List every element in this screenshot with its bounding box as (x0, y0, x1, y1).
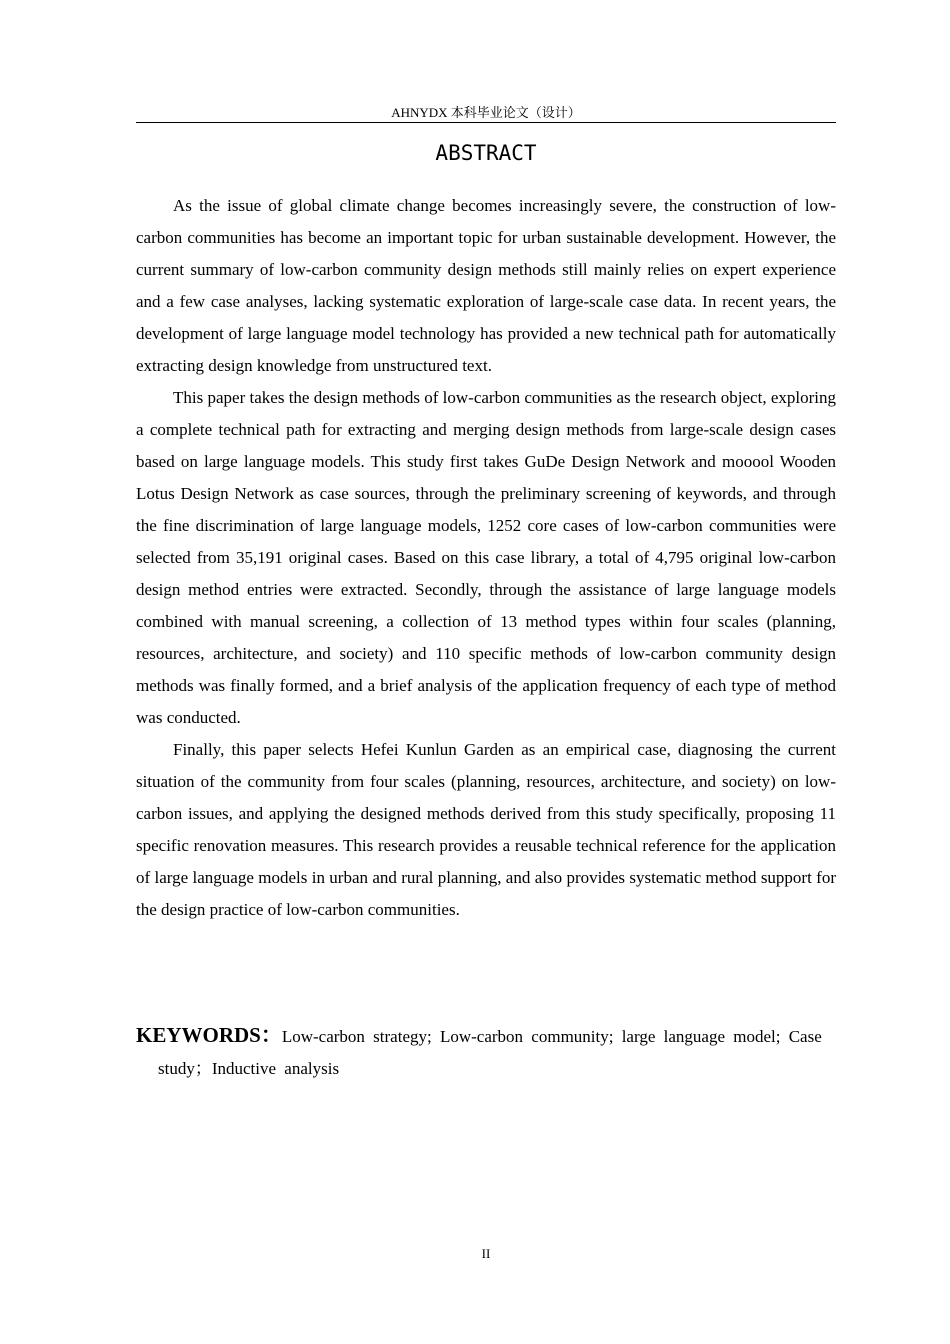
page-header: AHNYDX 本科毕业论文（设计） (136, 103, 836, 123)
abstract-paragraph-3: Finally, this paper selects Hefei Kunlun Garden as an empirical case, diagnosing the current situation of the community from four scales (planning, resources, architecture, and society) on low-carbon issues, and applying the designed methods derived from this study specifically, proposing 11 specific renovation measures. This research provides a reusable technical reference for the application of large language models in urban and rural planning, and also provides systematic method support for the design practice of low-carbon communities. (136, 740, 836, 919)
abstract-paragraph-1: As the issue of global climate change becomes increasingly severe, the construction of low-carbon communities has become an important topic for urban sustainable development. However, the current summary of low-carbon community design methods still mainly relies on expert experience and a few case analyses, lacking systematic exploration of large-scale case data. In recent years, the development of large language model technology has provided a new technical path for automatically extracting design knowledge from unstructured text. (136, 196, 836, 375)
page-number: II (481, 1246, 491, 1261)
keywords-text: Low-carbon strategy; Low-carbon community; large language model; Case study；Inductive analysis (158, 1027, 822, 1078)
abstract-paragraph-2: This paper takes the design methods of low-carbon communities as the research object, exploring a complete technical path for extracting and merging design methods from large-scale design cases based on large language models. This study first takes GuDe Design Network and mooool Wooden Lotus Design Network as case sources, through the preliminary screening of keywords, and through the fine discrimination of large language models, 1252 core cases of low-carbon communities were selected from 35,191 original cases. Based on this case library, a total of 4,795 original low-carbon design method entries were extracted. Secondly, through the assistance of large language models combined with manual screening, a collection of 13 method types within four scales (planning, resources, architecture, and society) and 110 specific methods of low-carbon community design methods was finally formed, and a brief analysis of the application frequency of each type of method was conducted. (136, 388, 836, 727)
abstract-title: ABSTRACT (435, 141, 537, 165)
keywords-label: KEYWORDS： (136, 1023, 282, 1047)
abstract-body (136, 190, 836, 926)
keywords-section (136, 1019, 838, 1085)
